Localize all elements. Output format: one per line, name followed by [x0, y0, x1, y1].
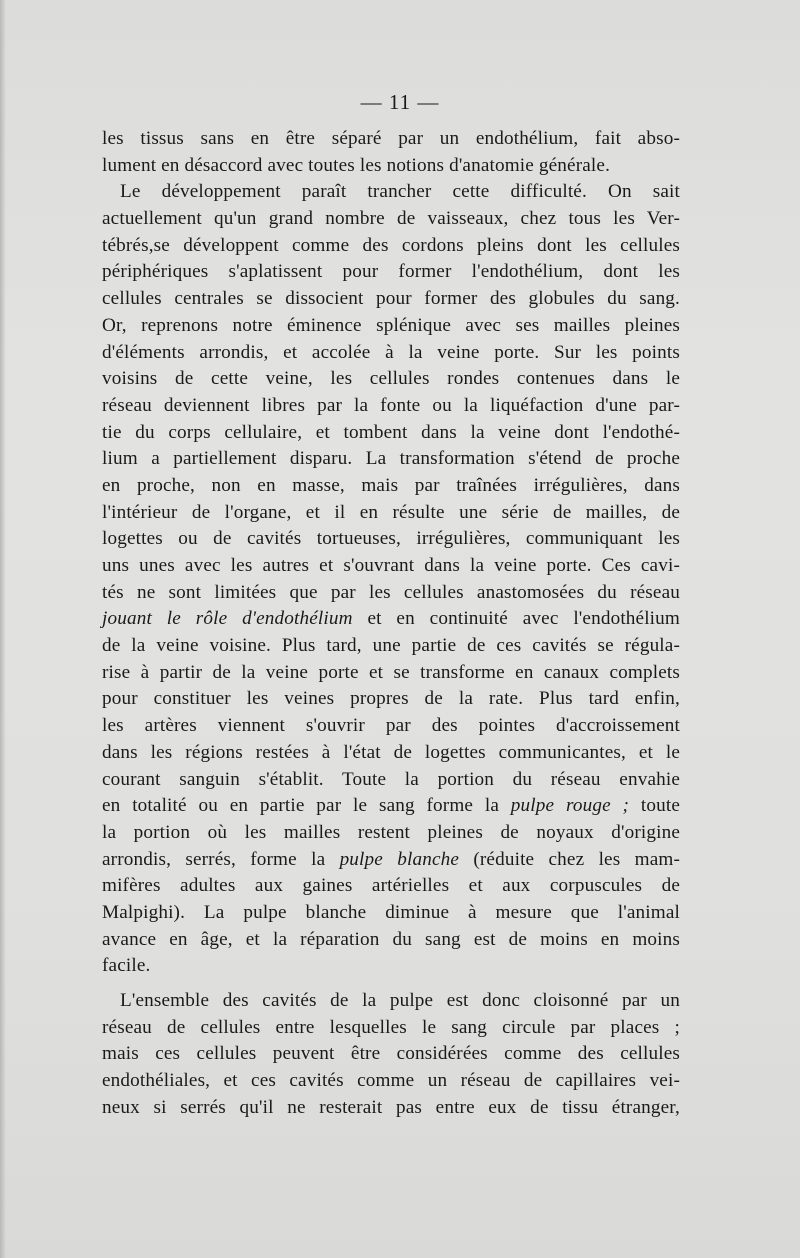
text-line [102, 526, 680, 553]
text-line [102, 793, 680, 820]
text-line [102, 446, 680, 473]
text-run: toute [629, 795, 680, 817]
text-run: neux si serrés qu'il ne resterait pas entre eux de tissu étranger, [102, 1096, 680, 1118]
text-line [102, 820, 680, 847]
text-line [102, 206, 680, 233]
text-line [102, 767, 680, 794]
text-line [102, 873, 680, 900]
page-edge-shadow [0, 0, 6, 1258]
paragraph-gap [102, 980, 680, 988]
text-run: tie du corps cellulaire, et tombent dans la veine dont l'endothé- [102, 421, 680, 443]
text-run: d'éléments arrondis, et accolée à la veine porte. Sur les points [102, 341, 680, 363]
text-run: mais ces cellules peuvent être considérées comme des cellules [102, 1043, 680, 1065]
text-run: tébrés,se développent comme des cordons pleins dont les cellules [102, 234, 680, 256]
text-run: arrondis, serrés, forme la [102, 848, 340, 870]
text-line [102, 988, 680, 1015]
italic-phrase: pulpe blanche [339, 848, 460, 870]
paragraph [102, 988, 680, 1121]
text-run: rise à partir de la veine porte et se transforme en canaux complets [102, 661, 680, 683]
paragraph [102, 126, 680, 179]
text-line [102, 420, 680, 447]
text-run: lument en désaccord avec toutes les notions d'anatomie générale. [102, 154, 611, 176]
text-run: facile. [102, 955, 151, 977]
text-line [102, 953, 680, 980]
text-line [102, 660, 680, 687]
text-run: actuellement qu'un grand nombre de vaisseaux, chez tous les Ver- [102, 208, 680, 230]
text-run: uns unes avec les autres et s'ouvrant dans la veine porte. Ces cavi- [102, 555, 680, 576]
text-line [102, 393, 680, 420]
text-run: la portion où les mailles restent pleines de noyaux d'origine [102, 821, 680, 843]
text-line [102, 286, 680, 313]
text-run: dans les régions restées à l'état de logettes communicantes, et le [102, 741, 680, 763]
text-line [102, 1095, 680, 1122]
text-run: les artères viennent s'ouvrir par des pointes d'accroissement [102, 715, 680, 737]
text-line [102, 153, 680, 180]
text-run: logettes ou de cavités tortueuses, irrégulières, communiquant les [102, 528, 680, 550]
text-run: voisins de cette veine, les cellules rondes contenues dans le [102, 368, 680, 390]
text-run: Or, reprenons notre éminence splénique avec ses mailles pleines [102, 314, 680, 336]
text-line [102, 847, 680, 874]
text-line [102, 1041, 680, 1068]
text-line [102, 179, 680, 206]
text-run: l'intérieur de l'organe, et il en résulte une série de mailles, de [102, 501, 680, 523]
text-run: les tissus sans en être séparé par un endothélium, fait abso- [102, 128, 680, 149]
text-line [102, 1015, 680, 1042]
text-run: périphériques s'aplatissent pour former l'endothélium, dont les [102, 261, 680, 283]
text-line [102, 580, 680, 607]
text-line [102, 259, 680, 286]
text-run: Malpighi). La pulpe blanche diminue à mesure que l'animal [102, 901, 680, 923]
text-line [102, 126, 680, 153]
page-number: — 11 — [360, 90, 440, 114]
text-run: cellules centrales se dissocient pour former des globules du sang. [102, 288, 680, 310]
text-line [102, 366, 680, 393]
text-run: lium a partiellement disparu. La transformation s'étend de proche [102, 448, 680, 470]
text-run: avance en âge, et la réparation du sang est de moins en moins [102, 928, 680, 950]
text-run: de la veine voisine. Plus tard, une partie de ces cavités se régula- [102, 635, 680, 657]
text-run: réseau de cellules entre lesquelles le sang circule par places ; [102, 1016, 680, 1038]
text-run: et en continuité avec l'endothélium [352, 608, 680, 630]
text-run: réseau deviennent libres par la fonte ou la liquéfaction d'une par- [102, 394, 680, 416]
text-run: endothéliales, et ces cavités comme un réseau de capillaires vei- [102, 1070, 680, 1092]
text-run: tés ne sont limitées que par les cellules anastomosées du réseau [102, 581, 680, 603]
text-run: mifères adultes aux gaines artérielles et aux corpuscules de [102, 875, 680, 897]
text-line [102, 233, 680, 260]
text-run: pour constituer les veines propres de la rate. Plus tard enfin, [102, 688, 680, 710]
text-line [102, 633, 680, 660]
text-line [102, 900, 680, 927]
text-line [102, 740, 680, 767]
text-run: Le développement paraît trancher cette difficulté. On sait [120, 181, 680, 203]
text-line [102, 473, 680, 500]
italic-phrase: pulpe rouge ; [510, 795, 630, 817]
text-line [102, 553, 680, 580]
text-run: courant sanguin s'établit. Toute la portion du réseau envahie [102, 768, 680, 790]
text-run: en proche, non en masse, mais par traînées irrégulières, dans [102, 474, 680, 496]
text-line [102, 606, 680, 633]
text-line [102, 686, 680, 713]
text-run: L'ensemble des cavités de la pulpe est donc cloisonné par un [120, 990, 680, 1011]
body-text [102, 126, 680, 1121]
text-line [102, 1068, 680, 1095]
text-line [102, 927, 680, 954]
paragraph [102, 179, 680, 980]
text-line [102, 713, 680, 740]
text-line [102, 500, 680, 527]
text-run: en totalité ou en partie par le sang forme la [102, 795, 511, 817]
italic-phrase: jouant le rôle d'endothélium [102, 608, 353, 630]
text-line [102, 340, 680, 367]
text-run: (réduite chez les mam- [459, 848, 680, 870]
text-line [102, 313, 680, 340]
